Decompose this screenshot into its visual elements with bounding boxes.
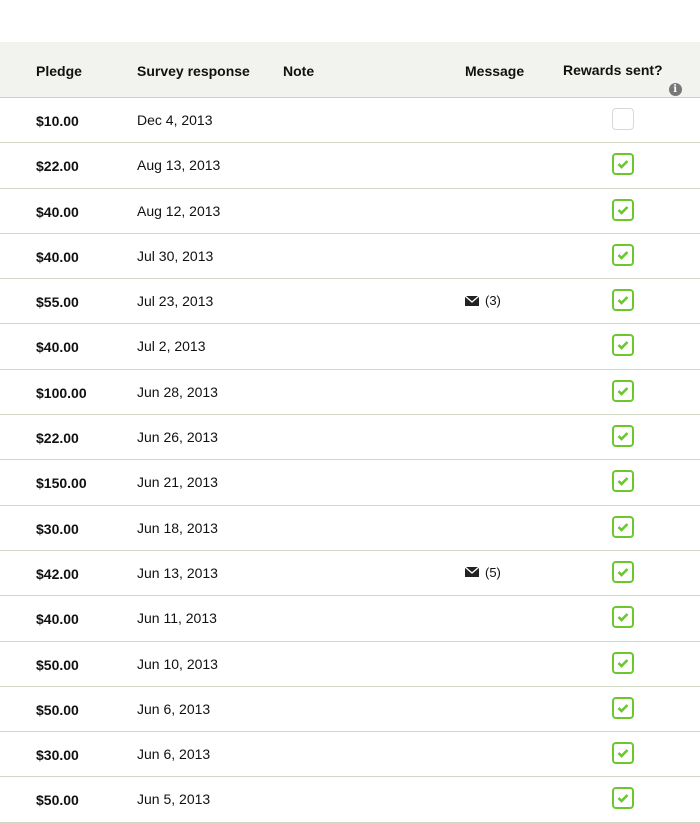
check-icon <box>617 522 629 532</box>
pledge-amount: $40.00 <box>36 339 79 356</box>
table-row <box>0 370 700 415</box>
pledge-amount: $10.00 <box>36 113 79 129</box>
survey-date: Jun 6, 2013 <box>137 700 211 717</box>
survey-date: Aug 12, 2013 <box>137 202 221 219</box>
message-count: (5) <box>485 564 501 580</box>
survey-date: Jun 5, 2013 <box>137 791 211 808</box>
survey-date: Jun 26, 2013 <box>137 429 218 446</box>
survey-date: Jun 13, 2013 <box>137 564 218 581</box>
rewards-sent-checkbox[interactable] <box>612 697 634 719</box>
survey-date: Dec 4, 2013 <box>137 112 213 128</box>
pledge-amount: $40.00 <box>36 611 79 628</box>
check-icon <box>617 205 629 215</box>
survey-date: Jun 11, 2013 <box>137 610 217 627</box>
table-row <box>0 642 700 687</box>
check-icon <box>617 159 629 169</box>
table-row <box>0 506 700 551</box>
rewards-sent-checkbox[interactable] <box>612 470 634 492</box>
rewards-sent-checkbox[interactable] <box>612 380 634 402</box>
rewards-sent-checkbox[interactable] <box>612 425 634 447</box>
message-link[interactable] <box>465 565 501 580</box>
check-icon <box>617 295 629 305</box>
header-rewards-label: Rewards sent? <box>563 62 663 78</box>
table-header <box>0 42 700 98</box>
table-row <box>0 732 700 777</box>
table-row <box>0 551 700 596</box>
rewards-sent-checkbox[interactable] <box>612 561 634 583</box>
pledge-amount: $42.00 <box>36 565 79 582</box>
rewards-sent-checkbox[interactable] <box>612 516 634 538</box>
pledge-amount: $22.00 <box>36 430 79 447</box>
header-pledge[interactable]: Pledge <box>36 63 82 79</box>
check-icon <box>617 658 629 668</box>
check-icon <box>617 340 629 350</box>
pledge-amount: $22.00 <box>36 158 79 175</box>
rewards-sent-checkbox[interactable] <box>612 108 634 130</box>
check-icon <box>617 431 629 441</box>
table-row <box>0 415 700 460</box>
header-rewards <box>563 62 677 95</box>
envelope-icon <box>465 567 479 577</box>
table-row <box>0 460 700 505</box>
pledge-amount: $50.00 <box>36 792 79 809</box>
backers-table <box>0 42 700 823</box>
rewards-sent-checkbox[interactable] <box>612 787 634 809</box>
check-icon <box>617 793 629 803</box>
rewards-sent-checkbox[interactable] <box>612 153 634 175</box>
rewards-sent-checkbox[interactable] <box>612 244 634 266</box>
header-message[interactable]: Message <box>465 63 525 79</box>
rewards-sent-checkbox[interactable] <box>612 606 634 628</box>
rewards-sent-checkbox[interactable] <box>612 199 634 221</box>
rewards-sent-checkbox[interactable] <box>612 334 634 356</box>
rewards-sent-checkbox[interactable] <box>612 742 634 764</box>
survey-date: Jun 18, 2013 <box>137 519 218 536</box>
header-survey[interactable]: Survey response <box>137 63 250 79</box>
survey-date: Jun 10, 2013 <box>137 655 218 672</box>
info-icon[interactable]: i <box>669 83 682 96</box>
check-icon <box>617 612 629 622</box>
table-row <box>0 596 700 641</box>
pledge-amount: $50.00 <box>36 656 79 673</box>
pledge-amount: $30.00 <box>36 520 79 537</box>
survey-date: Aug 13, 2013 <box>137 157 221 174</box>
pledge-amount: $100.00 <box>36 384 87 401</box>
survey-date: Jul 30, 2013 <box>137 247 214 264</box>
table-row <box>0 777 700 822</box>
check-icon <box>617 703 629 713</box>
survey-date: Jun 28, 2013 <box>137 383 218 400</box>
check-icon <box>617 476 629 486</box>
table-row <box>0 234 700 279</box>
table-row <box>0 324 700 369</box>
rewards-sent-checkbox[interactable] <box>612 652 634 674</box>
table-row <box>0 189 700 234</box>
table-row <box>0 279 700 324</box>
table-row <box>0 143 700 188</box>
table-row <box>0 98 700 143</box>
pledge-amount: $50.00 <box>36 701 79 718</box>
envelope-icon <box>465 296 479 306</box>
message-count: (3) <box>485 293 501 309</box>
check-icon <box>617 386 629 396</box>
check-icon <box>617 567 629 577</box>
rewards-sent-checkbox[interactable] <box>612 289 634 311</box>
message-link[interactable] <box>465 293 501 308</box>
pledge-amount: $150.00 <box>36 475 87 492</box>
check-icon <box>617 748 629 758</box>
table-row <box>0 687 700 732</box>
survey-date: Jun 21, 2013 <box>137 474 218 491</box>
table-body <box>0 98 700 823</box>
pledge-amount: $40.00 <box>36 203 79 220</box>
survey-date: Jun 6, 2013 <box>137 746 211 763</box>
pledge-amount: $40.00 <box>36 248 79 265</box>
header-note[interactable]: Note <box>283 63 315 79</box>
pledge-amount: $30.00 <box>36 747 79 764</box>
survey-date: Jul 23, 2013 <box>137 293 214 310</box>
survey-date: Jul 2, 2013 <box>137 338 206 355</box>
pledge-amount: $55.00 <box>36 294 79 311</box>
check-icon <box>617 250 629 260</box>
